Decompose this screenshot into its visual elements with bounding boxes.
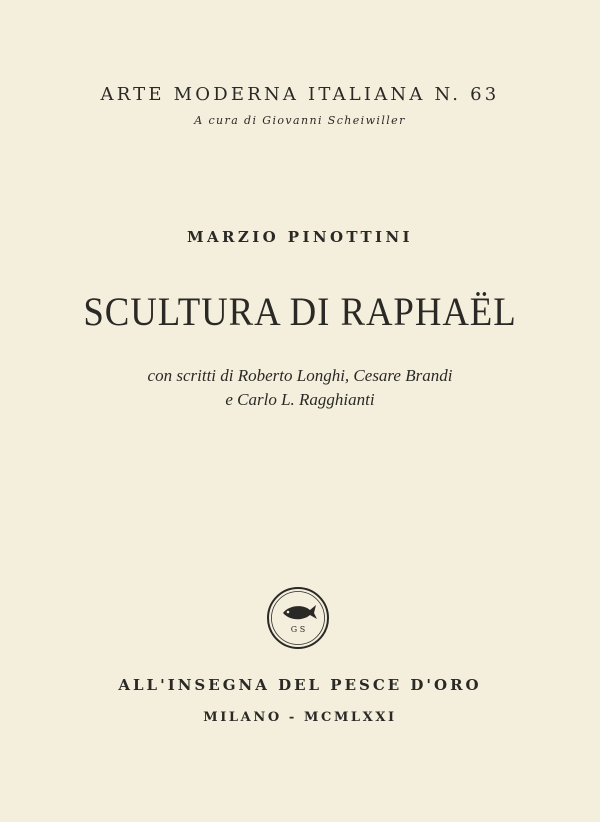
series-title: ARTE MODERNA ITALIANA N. 63	[100, 84, 500, 105]
author-name: MARZIO PINOTTINI	[187, 228, 413, 246]
colophon-monogram: G S	[290, 625, 306, 634]
contributors-line-1: con scritti di Roberto Longhi, Cesare Brandi	[147, 366, 453, 385]
contributors-line-2: e Carlo L. Ragghianti	[225, 390, 375, 409]
series-editor: A cura di Giovanni Scheiwiller	[194, 114, 406, 127]
place-and-year: MILANO - MCMLXXI	[203, 710, 397, 725]
fish-emblem-icon	[265, 585, 331, 651]
publisher-name: ALL'INSEGNA DEL PESCE D'ORO	[118, 676, 482, 694]
contributors	[0, 364, 600, 412]
book-title: SCULTURA DI RAPHAËL	[83, 289, 517, 334]
